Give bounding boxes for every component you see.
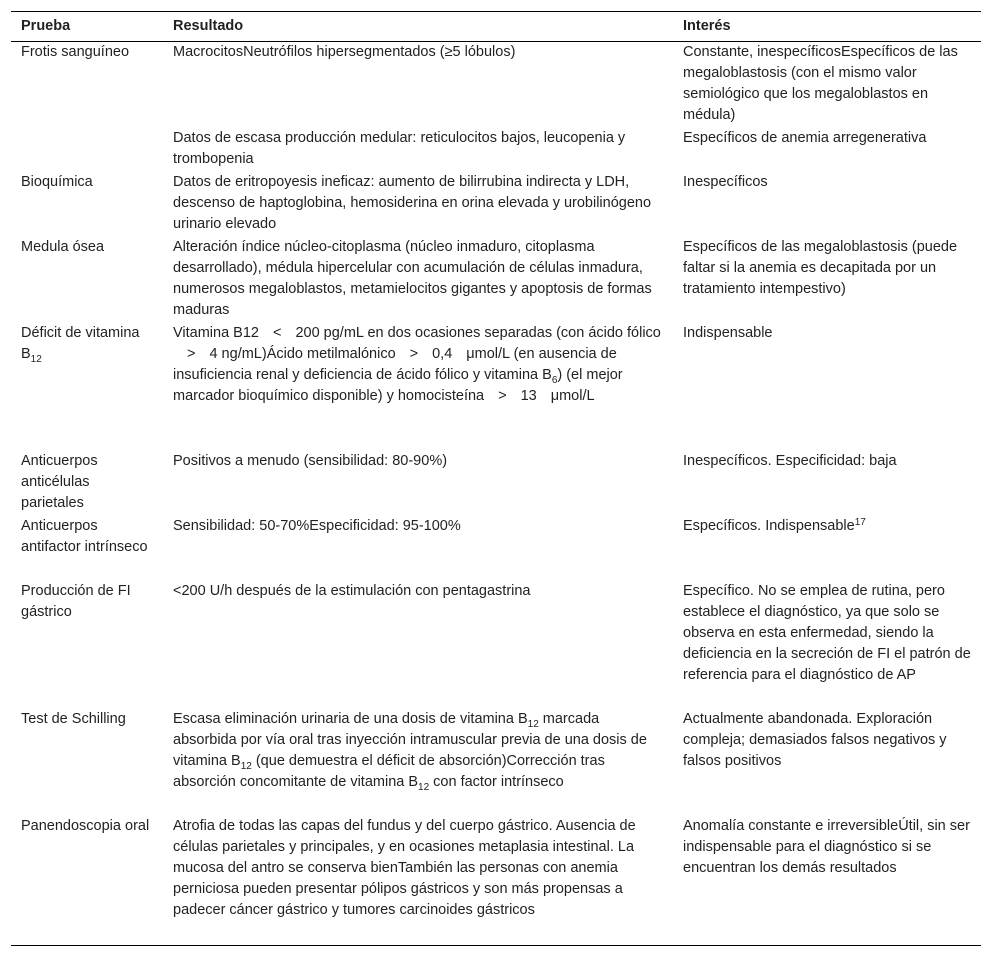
- cell-prueba: Anticuerpos antifactor intrínseco: [21, 517, 148, 555]
- greater-than: >: [409, 345, 419, 362]
- res-text: 0,4: [432, 345, 453, 362]
- greater-than: >: [187, 345, 196, 362]
- cell-resultado: Positivos a menudo (sensibilidad: 80-90%): [173, 452, 448, 469]
- cell-interes: Específicos de anemia arregenerativa: [683, 129, 927, 146]
- interes-text: Específicos. Indispensable: [683, 517, 855, 534]
- res-text: 4 ng/mL)Ácido metilmalónico: [209, 345, 396, 362]
- cell-prueba: Medula ósea: [21, 238, 105, 255]
- cell-interes: Específico. No se emplea de rutina, pero establece el diagnóstico, ya que solo se observa en esta enfermedad, siendo la deficiencia en la secreción de FI el patrón de referencia para el diagnóstico de AP: [683, 582, 971, 683]
- table-row: [11, 42, 981, 128]
- cell-prueba: Producción de FI gástrico: [21, 582, 131, 620]
- table-row: [11, 709, 981, 816]
- cell-resultado: Alteración índice núcleo-citoplasma (núcleo inmaduro, citoplasma desarrollado), médula hipercelular con acumulación de células inmadura, numerosos megaloblastos, metamielocitos gigantes y apoptosis de formas maduras: [173, 238, 652, 318]
- table-row: [11, 451, 981, 516]
- table-row: [11, 581, 981, 709]
- cell-resultado: [163, 709, 673, 816]
- less-than: <: [272, 324, 282, 341]
- table-row: [11, 323, 981, 451]
- cell-interes: Inespecíficos: [683, 173, 768, 190]
- table-row: [11, 237, 981, 323]
- cell-resultado: Datos de escasa producción medular: reticulocitos bajos, leucopenia y trombopenia: [173, 129, 626, 167]
- subscript: 12: [30, 353, 42, 365]
- table-row: [11, 816, 981, 946]
- subscript: 6: [551, 374, 558, 386]
- cell-interes: Actualmente abandonada. Exploración compleja; demasiados falsos negativos y falsos positivos: [683, 710, 947, 769]
- cell-prueba: Frotis sanguíneo: [21, 44, 130, 60]
- subscript: 12: [240, 760, 252, 772]
- cell-prueba: Bioquímica: [21, 173, 93, 190]
- header-resultado: Resultado: [163, 12, 673, 42]
- reference-17: 17: [854, 516, 866, 528]
- res-text: con factor intrínseco: [429, 773, 564, 790]
- prueba-text: Déficit de vitamina B: [21, 324, 140, 362]
- cell-interes: [673, 516, 981, 581]
- header-prueba: Prueba: [11, 12, 163, 42]
- res-text: (que demuestra el déficit de absorción)Corrección tras absorción concomitante de vitamina B: [173, 752, 605, 790]
- table-row: [11, 172, 981, 237]
- cell-resultado: <200 U/h después de la estimulación con pentagastrina: [173, 582, 531, 599]
- cell-prueba: Anticuerpos anticélulas parietales: [21, 452, 98, 511]
- subscript: 12: [527, 718, 539, 730]
- res-text: marcada absorbida por vía oral tras inyección intramuscular previa de una dosis de vitamina B: [173, 710, 647, 769]
- cell-resultado: Datos de eritropoyesis ineficaz: aumento de bilirrubina indirecta y LDH, descenso de haptoglobina, hemosiderina en orina elevada y urobilinógeno urinario elevado: [173, 173, 652, 232]
- cell-resultado: [163, 323, 673, 451]
- cell-interes: Constante, inespecíficosEspecíficos de las megaloblastosis (con el mismo valor semiológico que los megaloblastos en médula): [683, 44, 958, 123]
- res-text: μmol/L: [550, 387, 595, 404]
- res-text: ) (el mejor marcador bioquímico disponible) y homocisteína: [173, 366, 623, 404]
- results-table: [11, 11, 981, 946]
- cell-prueba: Panendoscopia oral: [11, 816, 163, 946]
- res-text: Escasa eliminación urinaria de una dosis de vitamina B: [173, 710, 528, 727]
- header-interes: Interés: [673, 12, 981, 42]
- cell-resultado: Atrofia de todas las capas del fundus y del cuerpo gástrico. Ausencia de células parietales y principales, y en ocasiones metaplasia intestinal. La mucosa del antro se conserva bienTambién las personas con anemia perniciosa pueden presentar pólipos gástricos y son más propensas a padecer cáncer gástrico y tumores carcinoides gástricos: [163, 816, 673, 946]
- cell-prueba: [11, 323, 163, 451]
- cell-interes: Inespecíficos. Especificidad: baja: [683, 452, 897, 469]
- header-row: [11, 12, 981, 42]
- res-text: 13: [520, 387, 537, 404]
- cell-interes: Específicos de las megaloblastosis (puede faltar si la anemia es decapitada por un tratamiento intempestivo): [683, 238, 958, 297]
- cell-prueba: Test de Schilling: [21, 710, 126, 727]
- greater-than: >: [498, 387, 507, 404]
- subscript: 12: [418, 781, 430, 793]
- cell-interes: Anomalía constante e irreversibleÚtil, sin ser indispensable para el diagnóstico si se encuentran los demás resultados: [673, 816, 981, 946]
- cell-resultado: Sensibilidad: 50-70%Especificidad: 95-100%: [173, 517, 461, 534]
- res-text: Vitamina B12: [173, 324, 259, 341]
- res-text: μmol/L (en ausencia de insuficiencia renal y deficiencia de ácido fólico y vitamina B: [173, 345, 617, 383]
- cell-interes: Indispensable: [683, 324, 773, 341]
- cell-resultado: MacrocitosNeutrófilos hipersegmentados (≥5 lóbulos): [173, 44, 516, 60]
- table-row: [11, 516, 981, 581]
- res-text: 200 pg/mL en dos ocasiones separadas (con ácido fólico: [295, 324, 661, 341]
